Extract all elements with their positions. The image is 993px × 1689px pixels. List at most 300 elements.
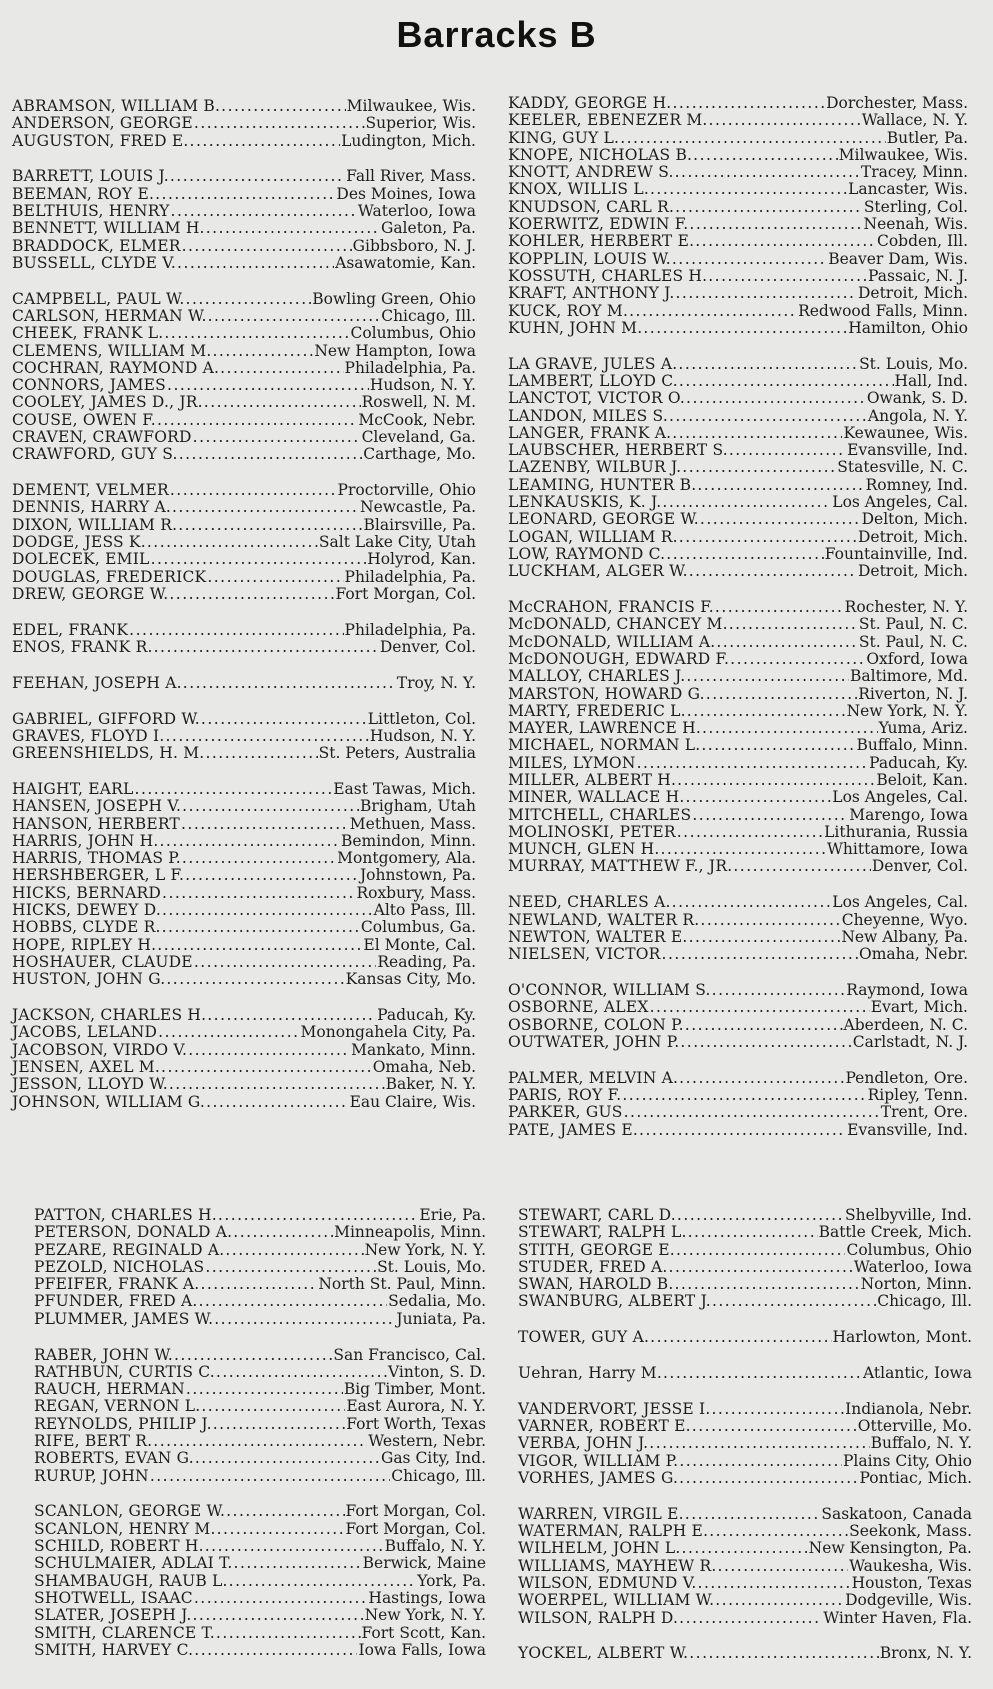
entry-name: SMITH, CLARENCE T. xyxy=(34,1623,215,1642)
leader-dots xyxy=(221,98,345,115)
leader-dots xyxy=(662,946,858,963)
entry-hometown: New Albany, Pa. xyxy=(841,927,968,946)
entry-name: PARIS, ROY F. xyxy=(508,1085,622,1104)
letter-group xyxy=(12,781,476,989)
roster-entry xyxy=(34,1468,486,1485)
entry-hometown: Saskatoon, Canada xyxy=(821,1504,972,1523)
entry-name: BRADDOCK, ELMER xyxy=(12,236,181,255)
roster-entry xyxy=(12,551,476,568)
roster-entry xyxy=(508,181,968,198)
entry-hometown: Montgomery, Ala. xyxy=(337,849,476,868)
leader-dots xyxy=(162,885,355,902)
entry-hometown: Hudson, N. Y. xyxy=(369,726,476,745)
entry-hometown: Evansville, Ind. xyxy=(847,1120,968,1139)
entry-hometown: Hudson, N. Y. xyxy=(369,376,476,395)
entry-name: VORHES, JAMES G. xyxy=(518,1469,679,1488)
roster-entry xyxy=(508,772,968,789)
entry-hometown: Alto Pass, Ill. xyxy=(373,901,476,920)
leader-dots xyxy=(669,1259,853,1276)
entry-hometown: Methuen, Mass. xyxy=(349,814,476,833)
leader-dots xyxy=(190,133,341,150)
entry-hometown: McCook, Nebr. xyxy=(358,410,476,429)
leader-dots xyxy=(697,477,864,494)
leader-dots xyxy=(162,919,360,936)
entry-hometown: Rochester, N. Y. xyxy=(844,598,968,617)
roster-entry xyxy=(12,412,476,429)
leader-dots xyxy=(687,703,846,720)
roster-entry xyxy=(518,1506,972,1523)
entry-hometown: Los Angeles, Cal. xyxy=(832,893,968,912)
roster-entry xyxy=(508,1070,968,1087)
entry-hometown: Hall, Ind. xyxy=(894,371,968,390)
entry-name: MOLINOSKI, PETER xyxy=(508,822,676,841)
entry-hometown: Waukesha, Wis. xyxy=(849,1556,972,1575)
leader-dots xyxy=(216,1364,387,1381)
entry-name: PATTON, CHARLES H. xyxy=(34,1206,217,1224)
roster-entry xyxy=(508,425,968,442)
entry-name: PFUNDER, FRED A. xyxy=(34,1292,198,1311)
leader-dots xyxy=(700,912,840,929)
entry-name: DOLECEK, EMIL xyxy=(12,550,150,569)
entry-name: WOERPEL, WILLIAM W. xyxy=(518,1591,715,1610)
leader-dots xyxy=(711,1401,844,1418)
entry-hometown: Cleveland, Ga. xyxy=(361,428,476,447)
entry-hometown: Newcastle, Pa. xyxy=(360,498,476,517)
roster-entry xyxy=(12,833,476,850)
entry-name: KNUDSON, CARL R. xyxy=(508,197,675,216)
leader-dots xyxy=(682,1540,808,1557)
roster-entry xyxy=(518,1575,972,1592)
entry-hometown: Bowling Green, Ohio xyxy=(312,289,476,308)
roster-entry xyxy=(12,885,476,902)
roster-entry xyxy=(508,130,968,147)
roster-entry xyxy=(518,1224,972,1241)
roster-entry xyxy=(34,1259,486,1276)
entry-hometown: Trent, Ore. xyxy=(880,1103,968,1122)
entry-hometown: Des Moines, Iowa xyxy=(336,184,476,203)
entry-hometown: Kewaunee, Wis. xyxy=(843,423,968,442)
roster-entry xyxy=(508,599,968,616)
leader-dots xyxy=(674,1276,859,1293)
leader-dots xyxy=(205,1538,384,1555)
entry-hometown: Mankato, Minn. xyxy=(351,1040,476,1059)
entry-hometown: Otterville, Mo. xyxy=(857,1417,972,1436)
leader-dots xyxy=(164,325,349,342)
roster-entry xyxy=(508,651,968,668)
entry-name: STEWART, CARL D. xyxy=(518,1206,676,1224)
leader-dots xyxy=(663,1365,862,1382)
roster-entry xyxy=(518,1365,972,1382)
leader-dots xyxy=(154,639,379,656)
entry-hometown: Iowa Falls, Iowa xyxy=(358,1640,486,1659)
letter-group xyxy=(518,1329,972,1346)
roster-entry xyxy=(508,824,968,841)
entry-name: SHAMBAUGH, RAUB L. xyxy=(34,1571,228,1590)
entry-name: SCANLON, HENRY M. xyxy=(34,1519,216,1538)
entry-hometown: Chicago, Ill. xyxy=(381,306,476,325)
entry-name: O'CONNOR, WILLIAM S. xyxy=(508,980,711,999)
roster-entry xyxy=(518,1592,972,1609)
entry-hometown: Columbus, Ohio xyxy=(846,1240,972,1259)
letter-group xyxy=(34,1207,486,1328)
roster-entry xyxy=(12,220,476,237)
roster-entry xyxy=(508,112,968,129)
roster-entry xyxy=(34,1521,486,1538)
entry-name: LUCKHAM, ALGER W. xyxy=(508,562,688,581)
leader-dots xyxy=(194,1590,368,1607)
roster-entry xyxy=(12,1059,476,1076)
leader-dots xyxy=(675,199,863,216)
entry-name: KEELER, EBENEZER M. xyxy=(508,111,708,130)
letter-group xyxy=(518,1365,972,1382)
entry-name: LOGAN, WILLIAM R. xyxy=(508,527,678,546)
entry-name: HAIGHT, EARL xyxy=(12,780,134,798)
letter-group xyxy=(12,168,476,272)
entry-hometown: Ripley, Tenn. xyxy=(867,1085,968,1104)
roster-entry xyxy=(12,711,476,728)
entry-name: HARRIS, JOHN H. xyxy=(12,831,159,850)
leader-dots xyxy=(715,1592,844,1609)
letter-group xyxy=(34,1347,486,1485)
roster-entry xyxy=(508,477,968,494)
entry-hometown: New York, N. Y. xyxy=(364,1240,486,1259)
roster-entry xyxy=(518,1540,972,1557)
leader-dots xyxy=(159,833,340,850)
entry-hometown: Fort Scott, Kan. xyxy=(361,1623,486,1642)
leader-dots xyxy=(650,999,870,1016)
entry-name: JACOBSON, VIRDO V. xyxy=(12,1040,188,1059)
entry-name: SCANLON, GEORGE W. xyxy=(34,1502,226,1521)
entry-hometown: Reading, Pa. xyxy=(377,952,476,971)
entry-name: LOW, RAYMOND C. xyxy=(508,544,666,563)
entry-hometown: Bronx, N. Y. xyxy=(879,1644,972,1663)
entry-name: CHEEK, FRANK L. xyxy=(12,324,164,343)
letter-group xyxy=(12,675,476,692)
roster-entry xyxy=(12,954,476,971)
leader-dots xyxy=(689,929,841,946)
entry-hometown: Holyrod, Kan. xyxy=(367,550,476,569)
entry-name: DIXON, WILLIAM R. xyxy=(12,515,178,534)
leader-dots xyxy=(185,867,359,884)
roster-entry xyxy=(12,919,476,936)
roster-entry xyxy=(518,1276,972,1293)
entry-name: MITCHELL, CHARLES xyxy=(508,805,692,824)
entry-hometown: Ludington, Mich. xyxy=(341,131,476,150)
entry-name: MARTY, FREDERIC L. xyxy=(508,701,686,720)
leader-dots xyxy=(716,634,858,651)
leader-dots xyxy=(220,360,343,377)
entry-name: HANSEN, JOSEPH V. xyxy=(12,797,182,816)
roster-entry xyxy=(12,203,476,220)
entry-name: MILES, LYMON xyxy=(508,753,636,772)
entry-hometown: Waterloo, Iowa xyxy=(357,201,476,220)
leader-dots xyxy=(679,373,894,390)
leader-dots xyxy=(688,1224,818,1241)
roster-entry xyxy=(12,98,476,115)
letter-group xyxy=(518,1645,972,1662)
entry-hometown: East Aurora, N. Y. xyxy=(346,1397,486,1416)
entry-hometown: Carlstadt, N. J. xyxy=(852,1032,968,1051)
entry-name: PATE, JAMES E. xyxy=(508,1120,639,1139)
entry-name: PALMER, MELVIN A. xyxy=(508,1068,679,1087)
entry-hometown: Fall River, Mass. xyxy=(346,167,476,186)
leader-dots xyxy=(166,971,344,988)
roster-entry xyxy=(34,1590,486,1607)
entry-hometown: Roxbury, Mass. xyxy=(356,883,476,902)
roster-entry xyxy=(508,233,968,250)
entry-hometown: Winter Haven, Fla. xyxy=(823,1608,972,1627)
leader-dots xyxy=(135,781,333,798)
leader-dots xyxy=(171,203,357,220)
roster-entry xyxy=(508,946,968,963)
entry-name: VIGOR, WILLIAM P. xyxy=(518,1451,679,1470)
letter-group xyxy=(508,982,968,1051)
leader-dots xyxy=(679,1453,842,1470)
roster-entry xyxy=(34,1625,486,1642)
entry-name: RIFE, BERT R. xyxy=(34,1432,153,1451)
leader-dots xyxy=(679,1610,822,1627)
entry-hometown: Berwick, Maine xyxy=(362,1554,486,1573)
roster-column-top-right xyxy=(508,95,968,1139)
roster-entry xyxy=(518,1329,972,1346)
leader-dots xyxy=(672,425,842,442)
roster-entry xyxy=(12,798,476,815)
entry-name: LA GRAVE, JULES A. xyxy=(508,354,678,373)
entry-hometown: Hastings, Iowa xyxy=(368,1588,486,1607)
roster-entry xyxy=(12,115,476,132)
roster-entry xyxy=(508,563,968,580)
entry-name: MUNCH, GLEN H. xyxy=(508,840,660,859)
leader-dots xyxy=(226,1503,344,1520)
leader-dots xyxy=(199,1293,388,1310)
roster-entry xyxy=(518,1401,972,1418)
leader-dots xyxy=(701,737,855,754)
roster-entry xyxy=(508,216,968,233)
entry-hometown: Minneapolis, Minn. xyxy=(334,1223,486,1242)
entry-hometown: Milwaukee, Wis. xyxy=(838,145,968,164)
entry-hometown: New Kensington, Pa. xyxy=(808,1539,972,1558)
leader-dots xyxy=(712,982,846,999)
roster-entry xyxy=(12,569,476,586)
leader-dots xyxy=(179,446,363,463)
roster-entry xyxy=(34,1416,486,1433)
entry-name: OSBORNE, ALEX xyxy=(508,998,649,1017)
entry-name: McDONALD, WILLIAM A. xyxy=(508,632,716,651)
entry-name: WILSON, EDMUND V. xyxy=(518,1574,697,1593)
entry-hometown: Chicago, Ill. xyxy=(877,1292,972,1311)
entry-hometown: Western, Nebr. xyxy=(368,1432,486,1451)
entry-name: HARRIS, THOMAS P. xyxy=(12,849,181,868)
leader-dots xyxy=(666,546,823,563)
entry-hometown: Denver, Col. xyxy=(871,857,968,876)
leader-dots xyxy=(194,1642,357,1659)
entry-hometown: Sedalia, Mo. xyxy=(388,1292,486,1311)
entry-hometown: Evart, Mich. xyxy=(870,998,968,1017)
letter-group xyxy=(12,622,476,657)
leader-dots xyxy=(178,517,362,534)
leader-dots xyxy=(170,168,345,185)
roster-entry xyxy=(12,429,476,446)
roster-entry xyxy=(518,1259,972,1276)
letter-group xyxy=(508,356,968,581)
leader-dots xyxy=(676,1242,846,1259)
entry-name: BELTHUIS, HENRY xyxy=(12,201,170,220)
leader-dots xyxy=(129,622,343,639)
leader-dots xyxy=(216,1625,361,1642)
roster-entry xyxy=(34,1347,486,1364)
entry-name: CRAWFORD, GUY S. xyxy=(12,445,178,464)
leader-dots xyxy=(162,902,373,919)
roster-entry xyxy=(508,164,968,181)
roster-entry xyxy=(12,534,476,551)
leader-dots xyxy=(217,1521,345,1538)
entry-name: JACKSON, CHARLES H. xyxy=(12,1006,207,1025)
leader-dots xyxy=(172,499,359,516)
entry-name: MILLER, ALBERT H. xyxy=(508,770,677,789)
entry-name: EDEL, FRANK xyxy=(12,620,129,639)
roster-entry xyxy=(12,133,476,150)
roster-entry xyxy=(34,1450,486,1467)
entry-hometown: Whittamore, Iowa xyxy=(827,840,968,859)
entry-name: HUSTON, JOHN G. xyxy=(12,970,166,989)
leader-dots xyxy=(649,1435,869,1452)
entry-hometown: Delton, Mich. xyxy=(861,510,968,529)
leader-dots xyxy=(733,858,871,875)
roster-entry xyxy=(12,394,476,411)
entry-hometown: Passaic, N. J. xyxy=(868,266,968,285)
entry-hometown: Gibbsboro, N. J. xyxy=(352,236,476,255)
entry-hometown: Salt Lake City, Utah xyxy=(318,533,476,552)
roster-entry xyxy=(12,728,476,745)
leader-dots xyxy=(193,429,361,446)
roster-entry xyxy=(12,781,476,798)
entry-name: KUCK, ROY M. xyxy=(508,301,629,320)
letter-group xyxy=(508,1070,968,1139)
entry-name: CRAVEN, CRAWFORD xyxy=(12,428,192,447)
entry-name: LEAMING, HUNTER B. xyxy=(508,475,697,494)
leader-dots xyxy=(194,115,365,132)
entry-hometown: Houston, Texas xyxy=(851,1574,972,1593)
roster-entry xyxy=(12,622,476,639)
roster-entry xyxy=(508,999,968,1016)
entry-hometown: Indianola, Nebr. xyxy=(845,1399,972,1418)
entry-name: VANDERVORT, JESSE I. xyxy=(518,1399,711,1418)
roster-entry xyxy=(508,356,968,373)
leader-dots xyxy=(718,1558,849,1575)
roster-entry xyxy=(508,912,968,929)
leader-dots xyxy=(677,1207,844,1224)
leader-dots xyxy=(233,1224,333,1241)
entry-name: KOHLER, HERBERT E. xyxy=(508,232,695,251)
entry-hometown: Detroit, Mich. xyxy=(857,527,968,546)
roster-entry xyxy=(508,494,968,511)
leader-dots xyxy=(206,1094,349,1111)
leader-dots xyxy=(201,711,367,728)
roster-entry xyxy=(508,807,968,824)
roster-entry xyxy=(518,1645,972,1662)
entry-name: LANDON, MILES S. xyxy=(508,406,668,425)
entry-name: LAMBERT, LLOYD C. xyxy=(508,371,678,390)
entry-hometown: Lancaster, Wis. xyxy=(848,180,968,199)
entry-name: HOPE, RIPLEY H. xyxy=(12,935,157,954)
entry-name: LENKAUSKIS, K. J. xyxy=(508,493,662,512)
entry-name: AUGUSTON, FRED E. xyxy=(12,131,189,150)
roster-entry xyxy=(508,408,968,425)
leader-dots xyxy=(161,1059,372,1076)
roster-entry xyxy=(34,1555,486,1572)
entry-name: HICKS, DEWEY D. xyxy=(12,901,161,920)
leader-dots xyxy=(682,459,836,476)
leader-dots xyxy=(700,511,861,528)
roster-entry xyxy=(518,1523,972,1540)
entry-name: PEZARE, REGINALD A. xyxy=(34,1240,225,1259)
roster-entry xyxy=(508,268,968,285)
entry-hometown: Fort Morgan, Col. xyxy=(345,1502,486,1521)
roster-entry xyxy=(12,639,476,656)
entry-name: KOSSUTH, CHARLES H. xyxy=(508,266,708,285)
entry-hometown: Roswell, N. M. xyxy=(361,393,476,412)
leader-dots xyxy=(639,1122,846,1139)
leader-dots xyxy=(692,807,848,824)
entry-name: WATERMAN, RALPH E. xyxy=(518,1522,709,1541)
roster-entry xyxy=(508,95,968,112)
entry-hometown: Paducah, Ky. xyxy=(869,753,968,772)
roster-entry xyxy=(34,1573,486,1590)
roster-entry xyxy=(34,1224,486,1241)
roster-entry xyxy=(508,1017,968,1034)
leader-dots xyxy=(158,1024,299,1041)
entry-name: KNOPE, NICHOLAS B. xyxy=(508,145,693,164)
roster-entry xyxy=(508,1034,968,1051)
roster-entry xyxy=(518,1293,972,1310)
leader-dots xyxy=(689,216,862,233)
entry-name: WILLIAMS, MAYHEW R. xyxy=(518,1556,717,1575)
entry-hometown: Raymond, Iowa xyxy=(846,980,968,999)
leader-dots xyxy=(672,894,832,911)
entry-hometown: Philadelphia, Pa. xyxy=(344,358,476,377)
roster-entry xyxy=(12,745,476,762)
leader-dots xyxy=(182,850,336,867)
roster-entry xyxy=(12,291,476,308)
roster-entry xyxy=(508,634,968,651)
leader-dots xyxy=(698,1575,851,1592)
entry-hometown: Battle Creek, Mich. xyxy=(818,1223,972,1242)
entry-hometown: New York, N. Y. xyxy=(364,1606,486,1625)
entry-name: KRAFT, ANTHONY J. xyxy=(508,284,675,303)
entry-hometown: Denver, Col. xyxy=(379,638,476,657)
entry-hometown: Detroit, Mich. xyxy=(857,562,968,581)
entry-name: CLEMENS, WILLIAM M. xyxy=(12,341,212,360)
roster-entry xyxy=(12,308,476,325)
letter-group xyxy=(508,95,968,337)
roster-entry xyxy=(508,199,968,216)
roster-entry xyxy=(508,320,968,337)
entry-hometown: Wallace, N. Y. xyxy=(861,111,968,130)
entry-name: GABRIEL, GIFFORD W. xyxy=(12,709,200,728)
leader-dots xyxy=(712,1293,876,1310)
leader-dots xyxy=(680,1034,851,1051)
leader-dots xyxy=(730,651,865,668)
roster-entry xyxy=(508,982,968,999)
entry-name: DOUGLAS, FREDERICK xyxy=(12,567,207,586)
roster-entry xyxy=(12,186,476,203)
entry-name: DENNIS, HARRY A. xyxy=(12,498,171,517)
entry-name: PEZOLD, NICHOLAS xyxy=(34,1257,205,1276)
leader-dots xyxy=(150,1468,390,1485)
entry-name: COCHRAN, RAYMOND A. xyxy=(12,358,220,377)
entry-hometown: Philadelphia, Pa. xyxy=(344,620,476,639)
roster-entry xyxy=(34,1364,486,1381)
